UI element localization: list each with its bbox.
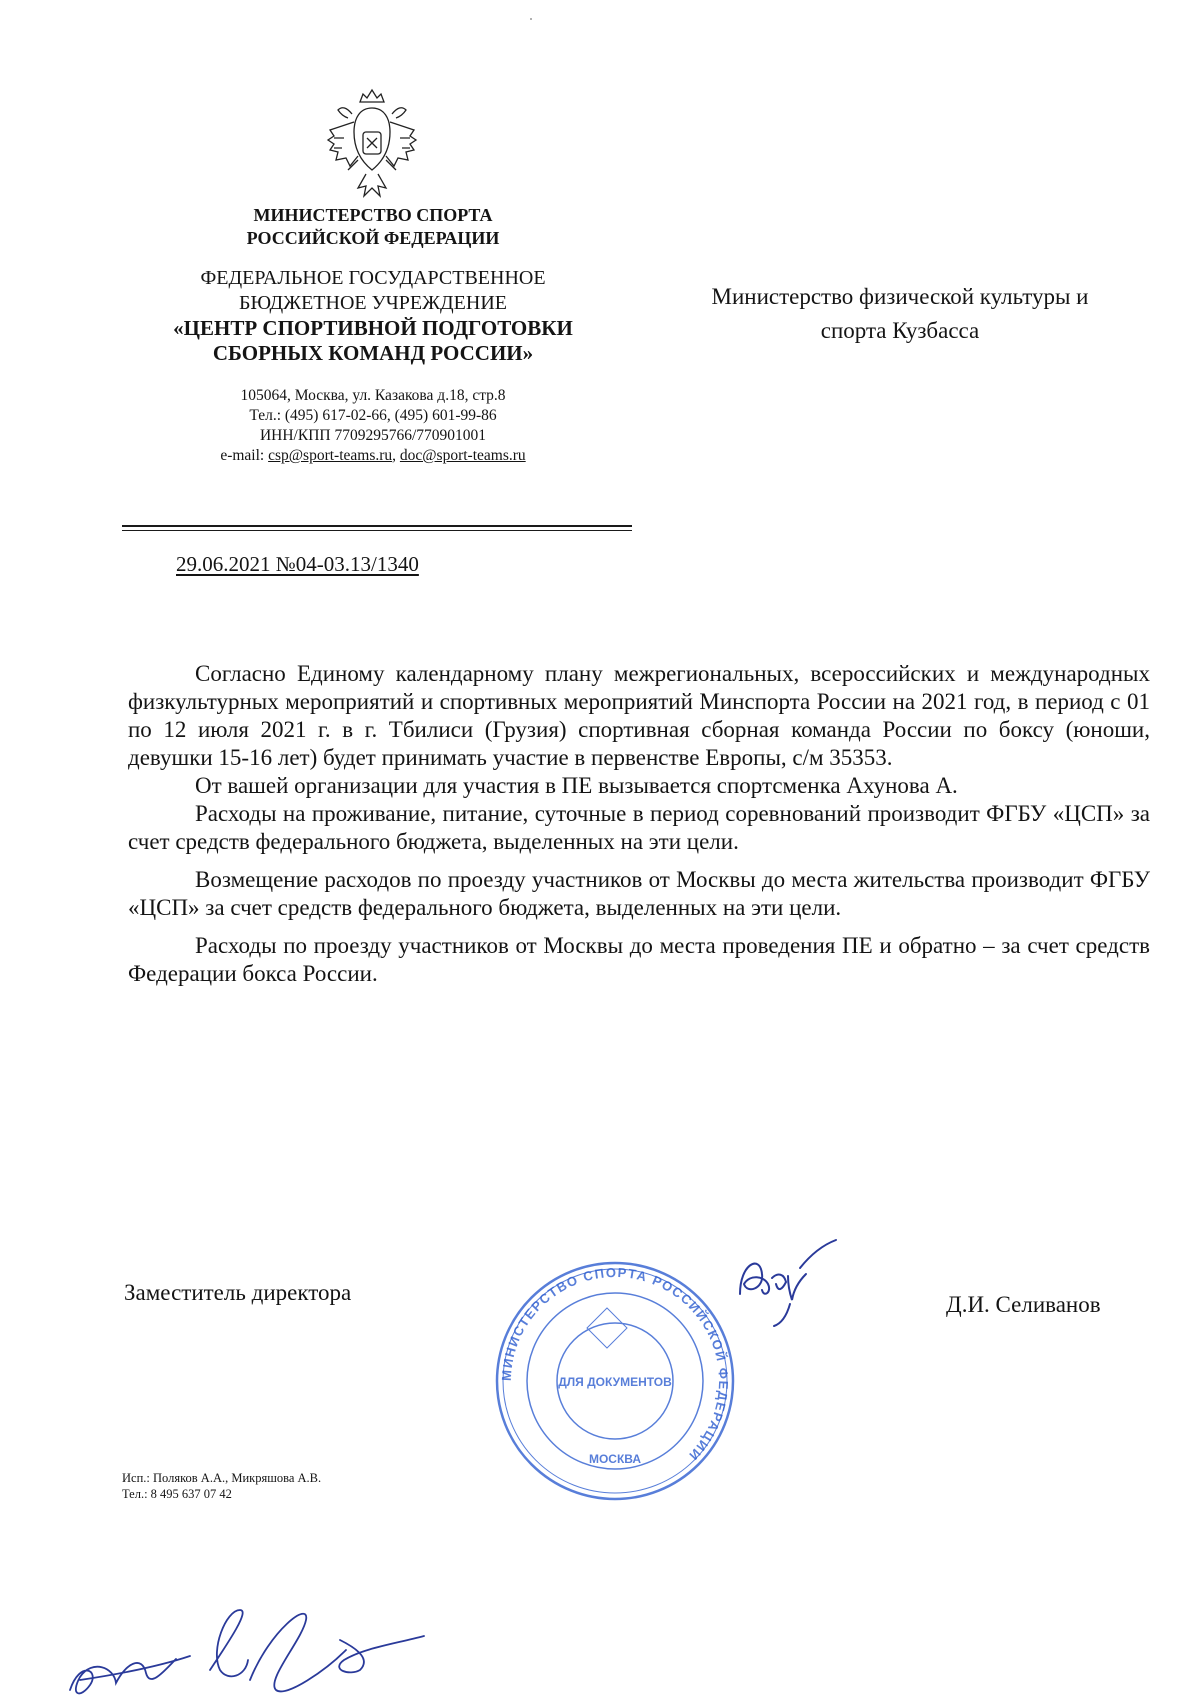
coat-of-arms-emblem	[322, 88, 422, 204]
signer-name: Д.И. Селиванов	[946, 1292, 1101, 1317]
inn-kpp: ИНН/КПП 7709295766/770901001	[259, 427, 487, 444]
official-seal-stamp	[492, 1258, 738, 1504]
email-link-doc[interactable]: doc@sport-teams.ru	[399, 447, 526, 464]
phone-numbers: Тел.: (495) 617-02-66, (495) 601-99-86	[249, 407, 497, 424]
contact-details	[108, 386, 638, 466]
stamp-center-text: ДЛЯ ДОКУМЕНТОВ	[558, 1375, 672, 1389]
recipient: Министерство физической культуры и спорта Кузбасса	[711, 284, 1089, 343]
header-divider-thin	[122, 530, 632, 531]
postal-address: 105064, Москва, ул. Казакова д.18, стр.8	[240, 387, 506, 404]
header-divider-thick	[122, 525, 632, 527]
body-paragraph: Согласно Единому календарному плану межрегиональных, всероссийских и международных физкультурных мероприятий и спортивных мероприятий Минспорта России на 2021 год, в период с 01 по 12 июля 2021 г. в г. Тбилиси (Грузия) спортивная сборная команда России по боксу (юноши, девушки 15-16 лет) будет принимать участие в первенстве Европы, с/м 35353.	[128, 661, 1150, 770]
executor-info: Исп.: Поляков А.А., Микряшова А.В. Тел.: 8 495 637 07 42	[122, 1471, 322, 1501]
email-line: e-mail: csp@sport-teams.ru, doc@sport-teams.ru	[220, 447, 526, 464]
letter-body	[128, 660, 1150, 988]
document-date-number: 29.06.2021 №04-03.13/1340	[176, 552, 419, 576]
scan-speck	[530, 18, 532, 20]
approval-handwritten-signature	[60, 1600, 450, 1700]
signer-title: Заместитель директора	[124, 1280, 352, 1305]
email-link-csp[interactable]: csp@sport-teams.ru	[268, 447, 393, 464]
body-paragraph: Возмещение расходов по проезду участников от Москвы до места жительства производит ФГБУ «ЦСП» за счет средств федерального бюджета, выделенных на эти цели.	[128, 867, 1150, 920]
stamp-bottom-text: МОСКВА	[588, 1452, 642, 1466]
body-paragraph: От вашей организации для участия в ПЕ вызывается спортсменка Ахунова А.	[195, 773, 958, 798]
director-handwritten-signature	[730, 1234, 850, 1334]
body-paragraph: Расходы по проезду участников от Москвы до места проведения ПЕ и обратно – за счет средств Федерации бокса России.	[128, 933, 1150, 986]
organization-name: ФЕДЕРАЛЬНОЕ ГОСУДАРСТВЕННОЕ БЮДЖЕТНОЕ УЧРЕЖДЕНИЕ «ЦЕНТР СПОРТИВНОЙ ПОДГОТОВКИ СБОРНЫХ КОМАНД РОССИИ»	[173, 267, 573, 365]
letterhead	[108, 204, 638, 466]
ministry-name: МИНИСТЕРСТВО СПОРТА РОССИЙСКОЙ ФЕДЕРАЦИИ	[246, 205, 500, 248]
stamp-outer-text: МИНИСТЕРСТВО СПОРТА РОССИЙСКОЙ ФЕДЕРАЦИИ	[498, 1264, 732, 1464]
body-paragraph: Расходы на проживание, питание, суточные в период соревнований производит ФГБУ «ЦСП» за счет средств федерального бюджета, выделенных на эти цели.	[128, 801, 1150, 854]
